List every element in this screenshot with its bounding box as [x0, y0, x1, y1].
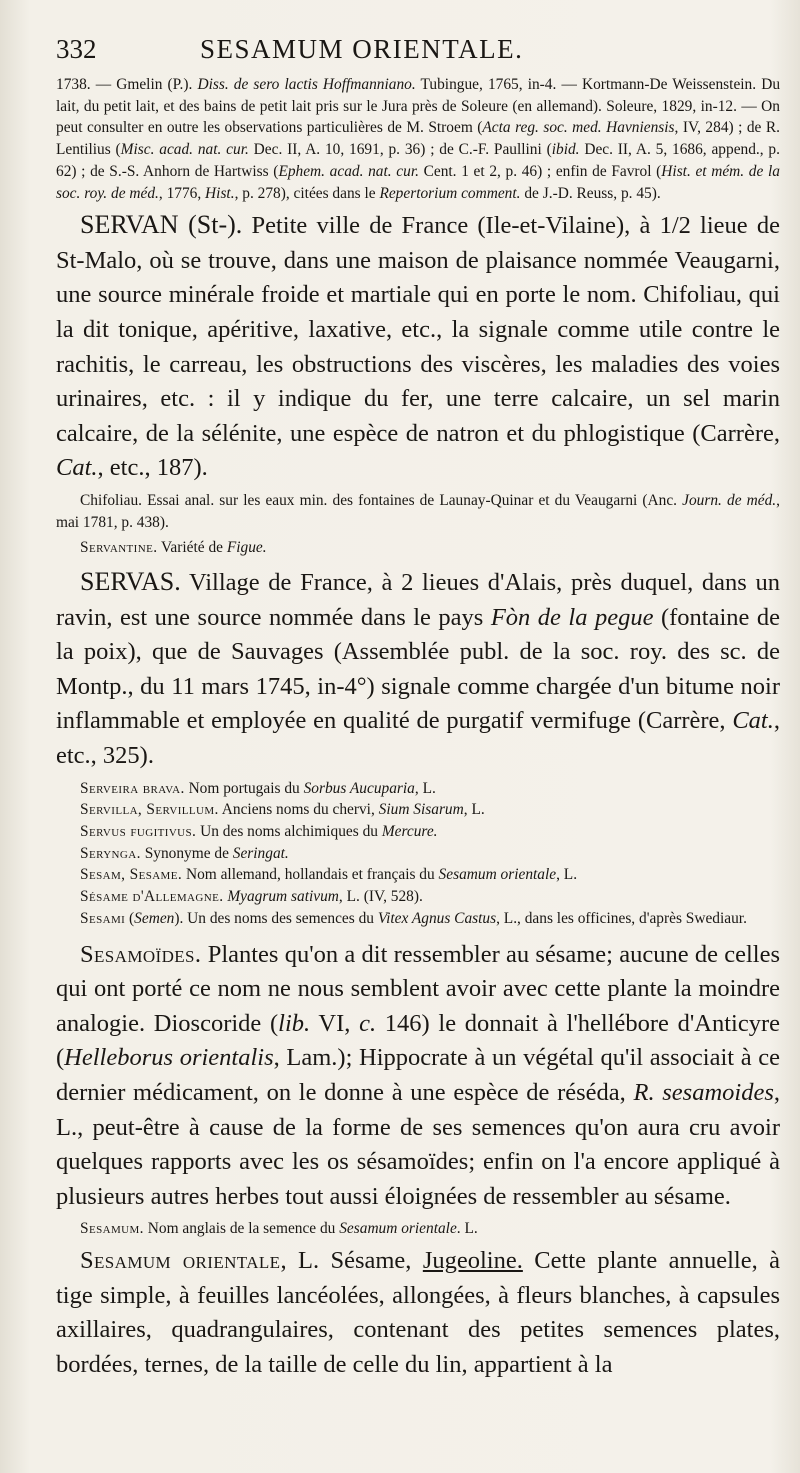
- entry-sesamum-orientale: Sesamum orientale, L. Sésame, Jugeoline. Cette plante annuelle, à tige simple, à feuilles lancéolées, allongées, à fleurs blanches, à capsules axillaires, quadrangulaires, contenant des petites semences plates, bordées, ternes, de la taille de celle du lin, appartient à la: [56, 1247, 780, 1378]
- entry-sesami: Sesami (Semen). Un des noms des semences du Vitex Agnus Castus, L., dans les officines, d'après Swediaur.: [80, 909, 747, 927]
- entry-servus-fugitivus: Servus fugitivus. Un des noms alchimiques du Mercure.: [80, 823, 438, 841]
- entry-sesame-allemagne: Sésame d'Allemagne. Myagrum sativum, L. (IV, 528).: [80, 888, 423, 906]
- bibliography-references: 1738. — Gmelin (P.). Diss. de sero lactis Hoffmanniano. Tubingue, 1765, in-4. — Kortmann-De Weissenstein. Du lait, du petit lait, et des bains de petit lait pris sur le Jura près de Soleure (en allemand). Soleure, 1829, in-12. — On peut consulter en outre les observations particulières de M. Stroem (Acta reg. soc. med. Havniensis, IV, 284) ; de R. Lentilius (Misc. acad. nat. cur. Dec. II, A. 10, 1691, p. 36) ; de C.-F. Paullini (ibid. Dec. II, A. 5, 1686, append., p. 62) ; de S.-S. Anhorn de Hartwiss (Ephem. acad. nat. cur. Cent. 1 et 2, p. 46) ; enfin de Favrol (Hist. et mém. de la soc. roy. de méd., 1776, Hist., p. 278), citées dans le Repertorium comment. de J.-D. Reuss, p. 45).: [56, 76, 781, 202]
- short-entries-list: [56, 778, 780, 930]
- entry-servantine: Servantine. Variété de Figue.: [80, 539, 267, 557]
- entry-sesamum: Sesamum. Nom anglais de la semence du Sesamum orientale. L.: [80, 1220, 478, 1238]
- entry-servan: SERVAN (St-). Petite ville de France (Ile-et-Vilaine), à 1/2 lieue de St-Malo, où se trouve, dans une maison de plaisance nommée Veaugarni, une source minérale froide et martiale qui en porte le nom. Chifoliau, qui la dit tonique, apéritive, laxative, etc., la signale comme utile contre le rachitis, le carreau, les obstructions des viscères, les maladies des voies urinaires, etc. : il y indique du fer, une terre calcaire, un sel marin calcaire, de la sélénite, une espèce de natron et du phlogistique (Carrère, Cat., etc., 187).: [56, 210, 780, 482]
- entry-headword: Sesamum orientale: [80, 1247, 281, 1275]
- running-head: SESAMUM ORIENTALE.: [200, 34, 524, 64]
- entry-sesamoides: Sesamoïdes. Plantes qu'on a dit ressembler au sésame; aucune de celles qui ont porté ce nom ne nous semblent avoir avec cette plante la moindre analogie. Dioscoride (lib. VI, c. 146) le donnait à l'hellébore d'Anticyre (Helleborus orientalis, Lam.); Hippocrate à un végétal qu'il associait à ce dernier médicament, on le donne à une espèce de réséda, R. sesamoides, L., peut-être à cause de la forme de ses semences qu'on aura cru avoir quelques rapports avec les os sésamoïdes; enfin on l'a encore appliqué à plusieurs autres herbes tout aussi éloignées de ressembler au sésame.: [56, 940, 781, 1210]
- entry-serveira-brava: Serveira brava. Nom portugais du Sorbus Aucuparia, L.: [80, 779, 436, 797]
- entry-headword: SERVAN (St-).: [80, 210, 243, 240]
- entry-headword: Sesamoïdes.: [80, 940, 202, 968]
- entry-serynga: Serynga. Synonyme de Seringat.: [80, 844, 289, 862]
- page-number: 332: [56, 34, 97, 64]
- entry-headword: SERVAS.: [80, 567, 181, 597]
- page-header: [56, 34, 780, 74]
- entry-headword: Servantine.: [80, 539, 158, 557]
- reference-chifoliau: Chifoliau. Essai anal. sur les eaux min. des fontaines de Launay-Quinar et du Veaugarni (Anc. Journ. de méd., mai 1781, p. 438).: [56, 491, 781, 531]
- entry-servilla: Servilla, Servillum. Anciens noms du chervi, Sium Sisarum, L.: [80, 801, 485, 819]
- entry-sesam: Sesam, Sesame. Nom allemand, hollandais et français du Sesamum orientale, L.: [80, 866, 578, 884]
- entry-servas: SERVAS. Village de France, à 2 lieues d'Alais, près duquel, dans un ravin, est une source nommée dans le pays Fòn de la pegue (fontaine de la poix), que de Sauvages (Assemblée publ. de la soc. roy. des sc. de Montp., du 11 mars 1745, in-4°) signale comme chargée d'un bitume noir inflammable et employée en qualité de purgatif vermifuge (Carrère, Cat., etc., 325).: [56, 567, 780, 770]
